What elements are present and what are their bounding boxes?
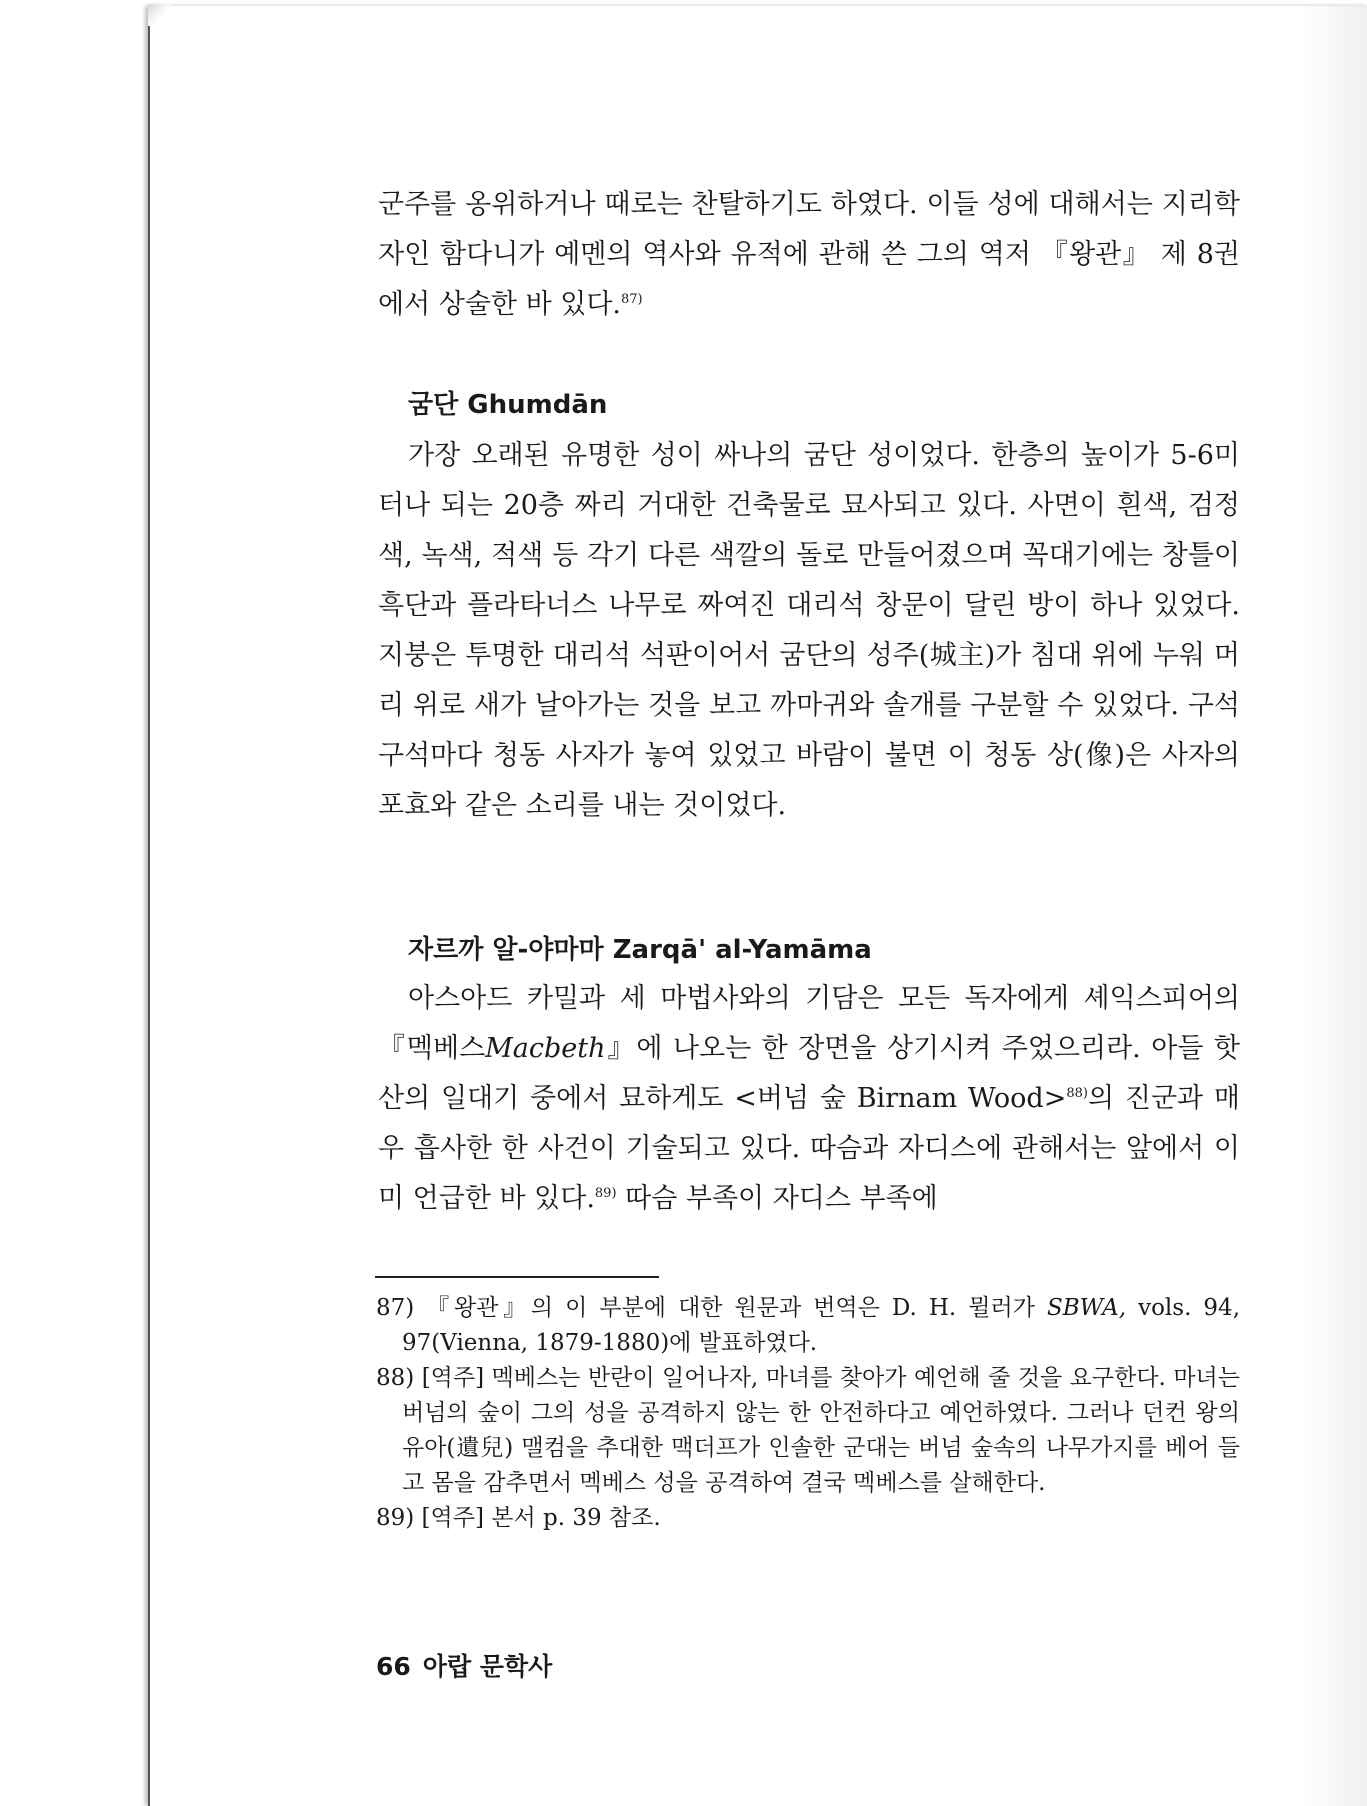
page-footer xyxy=(376,1647,552,1683)
page-corner-fold xyxy=(148,4,170,26)
footnote-88: 88) [역주] 멕베스는 반란이 일어나자, 마녀를 찾아가 예언해 줄 것을 요구한다. 마녀는 버넘의 숲이 그의 성을 공격하지 않는 한 안전하다고 예언하였다. 그러나 던컨 왕의 유아(遺兒) 맬컴을 추대한 맥더프가 인솔한 군대는 버넘 숲속의 나무가지를 베어 들고 몸을 감추면서 멕베스 성을 공격하여 결국 멕베스를 살해한다. xyxy=(376,1365,1240,1496)
footnote-87-text-b: vols. 94, 97(Vienna, 1879-1880)에 발표하였다. xyxy=(402,1295,1241,1356)
footnote-87-italic: SBWA, xyxy=(1046,1295,1127,1321)
zarqa-text-part2: 』에 나오는 한 장면을 상기시켜 주었으리라. 아들 핫산의 일대기 중에서 묘하게도 <버넘 숲 Birnam Wood> xyxy=(378,1033,1240,1114)
top-paragraph xyxy=(378,180,1240,330)
footnote-87-text-a: 87) 『왕관』의 이 부분에 대한 원문과 번역은 D. H. 뮐러가 xyxy=(376,1295,1047,1321)
footnote-87 xyxy=(376,1291,1240,1361)
page-edge-shade xyxy=(1299,6,1367,1806)
zarqa-text-part3: 의 진군과 매우 흡사한 한 사건이 기술되고 있다. 따슴과 자디스에 관해서는 앞에서 이미 언급한 바 있다. xyxy=(378,1083,1240,1214)
section-zarqa xyxy=(378,930,1240,1224)
footnote-ref-88: 88) xyxy=(1066,1086,1088,1101)
footnote-89: 89) [역주] 본서 p. 39 참조. xyxy=(376,1505,661,1531)
footnote-divider xyxy=(375,1276,659,1278)
zarqa-paragraph xyxy=(378,974,1240,1224)
page-number: 66 xyxy=(376,1652,411,1681)
zarqa-text-part1: 아스아드 카밀과 세 마법사와의 기담은 모든 독자에게 셰익스피어의 『멕베스 xyxy=(378,983,1240,1064)
zarqa-text-part4: 따슴 부족이 자디스 부족에 xyxy=(616,1183,938,1214)
section-heading-zarqa: 자르까 알-야마마 Zarqā' al-Yamāma xyxy=(408,935,872,965)
ghumdan-paragraph: 가장 오래된 유명한 성이 싸나의 굼단 성이었다. 한층의 높이가 5-6미터나 되는 20층 짜리 거대한 건축물로 묘사되고 있다. 사면이 흰색, 검정색, 녹색, 적색 등 각기 다른 색깔의 돌로 만들어졌으며 꼭대기에는 창틀이 흑단과 플라타너스 나무로 짜여진 대리석 창문이 달린 방이 하나 있었다. 지붕은 투명한 대리석 석판이어서 굼단의 성주(城主)가 침대 위에 누워 머리 위로 새가 날아가는 것을 보고 까마귀와 솔개를 구분할 수 있었다. 구석구석마다 청동 사자가 놓여 있었고 바람이 불면 이 청동 상(像)은 사자의 포효와 같은 소리를 내는 것이었다. xyxy=(378,440,1240,821)
footnote-ref-87: 87) xyxy=(621,292,643,307)
section-heading-ghumdan: 굼단 Ghumdān xyxy=(408,390,608,420)
book-title: 아랍 문학사 xyxy=(422,1652,553,1681)
section-ghumdan xyxy=(378,385,1240,831)
top-paragraph-text: 군주를 옹위하거나 때로는 찬탈하기도 하였다. 이들 성에 대해서는 지리학자인 함다니가 예멘의 역사와 유적에 관해 쓴 그의 역저 『왕관』 제 8권에서 상술한 바 있다. xyxy=(378,189,1240,320)
footnote-ref-89: 89) xyxy=(594,1186,617,1201)
footnotes-block xyxy=(376,1291,1240,1536)
top-paragraph-block xyxy=(378,180,1240,330)
zarqa-text-italic: Macbeth xyxy=(485,1033,606,1064)
